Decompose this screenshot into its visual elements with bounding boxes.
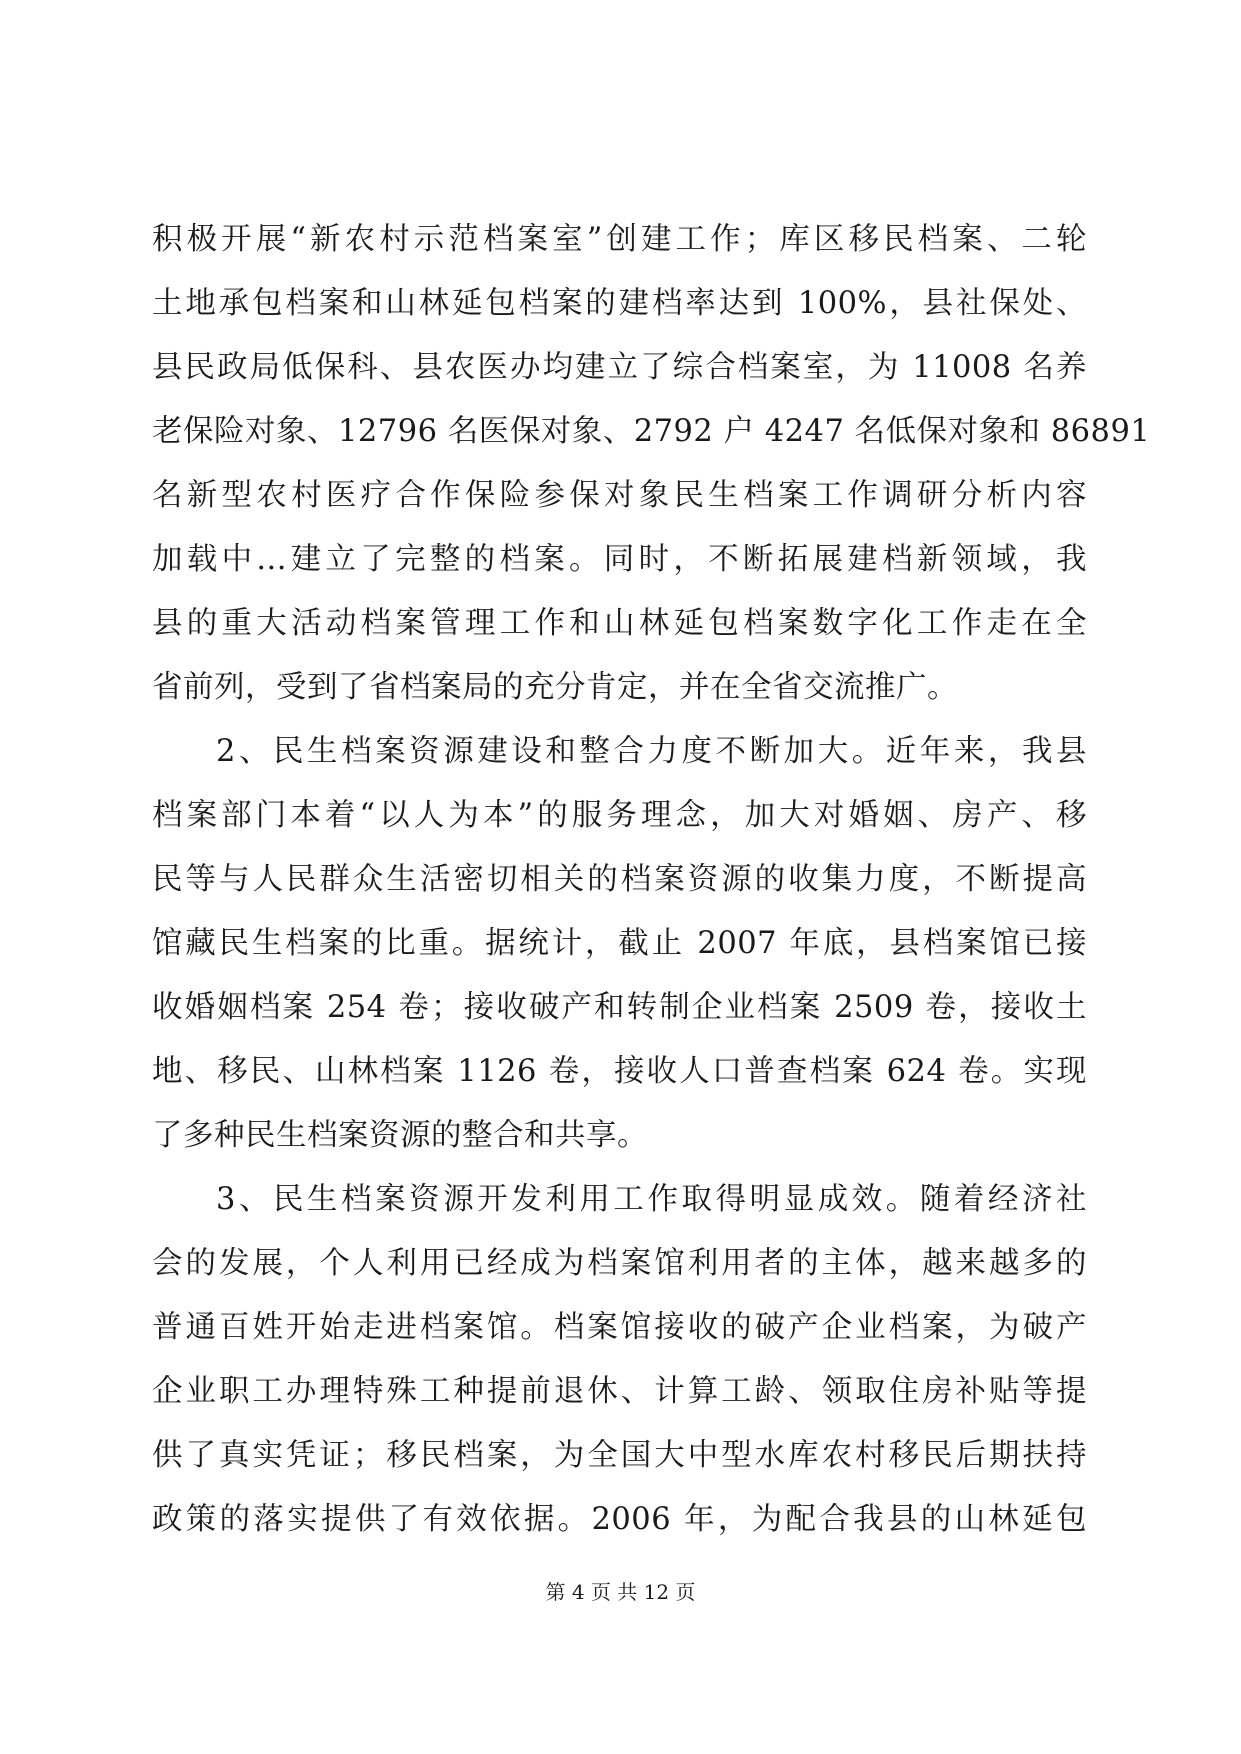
page-number-footer: 第 4 页 共 12 页 (545, 1580, 696, 1604)
text-line: 名新型农村医疗合作保险参保对象民生档案工作调研分析内容 (152, 478, 1087, 513)
text-line: 2、民生档案资源建设和整合力度不断加大。近年来，我县 (216, 734, 1087, 769)
paragraph-2 (152, 720, 1087, 1168)
text-line: 政策的落实提供了有效依据。2006 年，为配合我县的山林延包 (152, 1502, 1087, 1537)
body-text (152, 208, 1151, 1552)
text-line: 县民政局低保科、县农医办均建立了综合档案室，为 11008 名养 (152, 350, 1087, 385)
paragraph-1 (152, 208, 1151, 720)
text-line: 土地承包档案和山林延包档案的建档率达到 100%，县社保处、 (152, 286, 1087, 321)
text-line: 了多种民生档案资源的整合和共享。 (152, 1118, 648, 1153)
text-line: 积极开展“新农村示范档案室”创建工作；库区移民档案、二轮 (152, 222, 1087, 257)
text-line: 供了真实凭证；移民档案，为全国大中型水库农村移民后期扶持 (152, 1438, 1087, 1473)
text-line: 民等与人民群众生活密切相关的档案资源的收集力度，不断提高 (152, 862, 1087, 897)
text-line: 老保险对象、12796 名医保对象、2792 户 4247 名低保对象和 86891 (152, 414, 1151, 449)
text-line: 加载中...建立了完整的档案。同时，不断拓展建档新领域，我 (152, 542, 1087, 577)
text-line: 3、民生档案资源开发利用工作取得明显成效。随着经济社 (216, 1182, 1087, 1217)
text-line: 档案部门本着“以人为本”的服务理念，加大对婚姻、房产、移 (152, 798, 1087, 833)
text-line: 馆藏民生档案的比重。据统计，截止 2007 年底，县档案馆已接 (152, 926, 1087, 961)
text-line: 地、移民、山林档案 1126 卷，接收人口普查档案 624 卷。实现 (152, 1054, 1087, 1089)
text-line: 企业职工办理特殊工种提前退休、计算工龄、领取住房补贴等提 (152, 1374, 1087, 1409)
text-line: 省前列，受到了省档案局的充分肯定，并在全省交流推广。 (152, 670, 958, 705)
text-line: 收婚姻档案 254 卷；接收破产和转制企业档案 2509 卷，接收土 (152, 990, 1087, 1025)
paragraph-3 (152, 1168, 1087, 1552)
text-line: 县的重大活动档案管理工作和山林延包档案数字化工作走在全 (152, 606, 1087, 641)
text-line: 普通百姓开始走进档案馆。档案馆接收的破产企业档案，为破产 (152, 1310, 1087, 1345)
text-line: 会的发展，个人利用已经成为档案馆利用者的主体，越来越多的 (152, 1246, 1087, 1281)
